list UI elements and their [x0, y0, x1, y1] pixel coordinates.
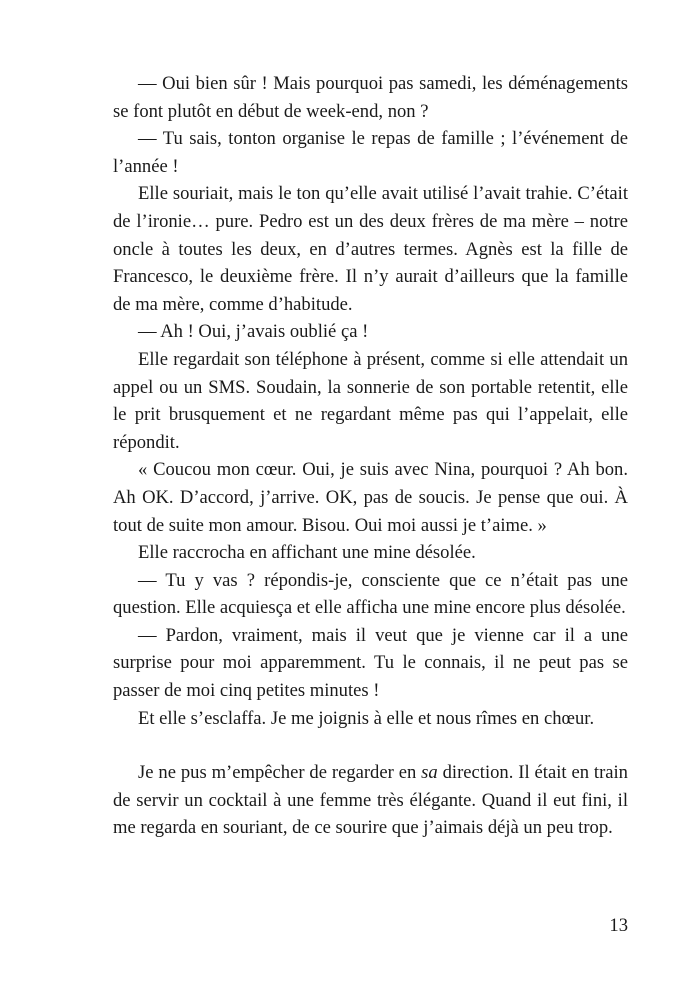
paragraph-7: Elle raccrocha en affichant une mine désolée.: [138, 542, 476, 564]
paragraph-4: — Ah ! Oui, j’avais oublié ça !: [138, 321, 369, 343]
paragraph-3: Elle souriait, mais le ton qu’elle avait utilisé l’avait trahie. C’était de l’ironie… pure. Pedro est un des deux frères de ma mère – notre oncle à toutes les deux, en d’autres termes. Agnès est la fille de Francesco, le deuxième frère. Il n’y aurait d’ailleurs que la famille de ma mère, comme d’habitude.: [113, 183, 628, 315]
scene-break: [113, 732, 628, 759]
paragraph-9: — Pardon, vraiment, mais il veut que je vienne car il a une surprise pour moi apparemment. Tu le connais, il ne peut pas se passer de moi cinq petites minutes !: [113, 624, 628, 702]
book-page-body: [113, 70, 628, 842]
paragraph-5: Elle regardait son téléphone à présent, comme si elle attendait un appel ou un SMS. Soudain, la sonnerie de son portable retentit, elle le prit brusquement et ne regardant même pas qui l’appelait, elle répondit.: [113, 348, 628, 453]
paragraph-8: — Tu y vas ? répondis-je, consciente que ce n’était pas une question. Elle acquiesça et elle afficha une mine encore plus désolée.: [113, 569, 628, 619]
page-number: 13: [609, 915, 628, 936]
final-text-italic: sa: [421, 762, 438, 784]
paragraph-2: — Tu sais, tonton organise le repas de famille ; l’événement de l’année !: [113, 128, 628, 177]
paragraph-final: [113, 759, 628, 842]
final-text-part1: Je ne pus m’empêcher de regarder en: [138, 762, 422, 784]
final-text-part2: direction. Il était en train de servir un cocktail à une femme très élégante. Quand il eut fini, il me regarda en souriant, de ce sourire que j’aimais déjà un peu trop.: [113, 762, 628, 839]
paragraph-1: — Oui bien sûr ! Mais pourquoi pas samedi, les déménagements se font plutôt en début de week-end, non ?: [113, 73, 628, 122]
paragraph-6: « Coucou mon cœur. Oui, je suis avec Nina, pourquoi ? Ah bon. Ah OK. D’accord, j’arrive. OK, pas de soucis. Je pense que oui. À tout de suite mon amour. Bisou. Oui moi aussi je t’aime. »: [113, 459, 628, 536]
paragraph-10: Et elle s’esclaffa. Je me joignis à elle et nous rîmes en chœur.: [138, 707, 595, 729]
